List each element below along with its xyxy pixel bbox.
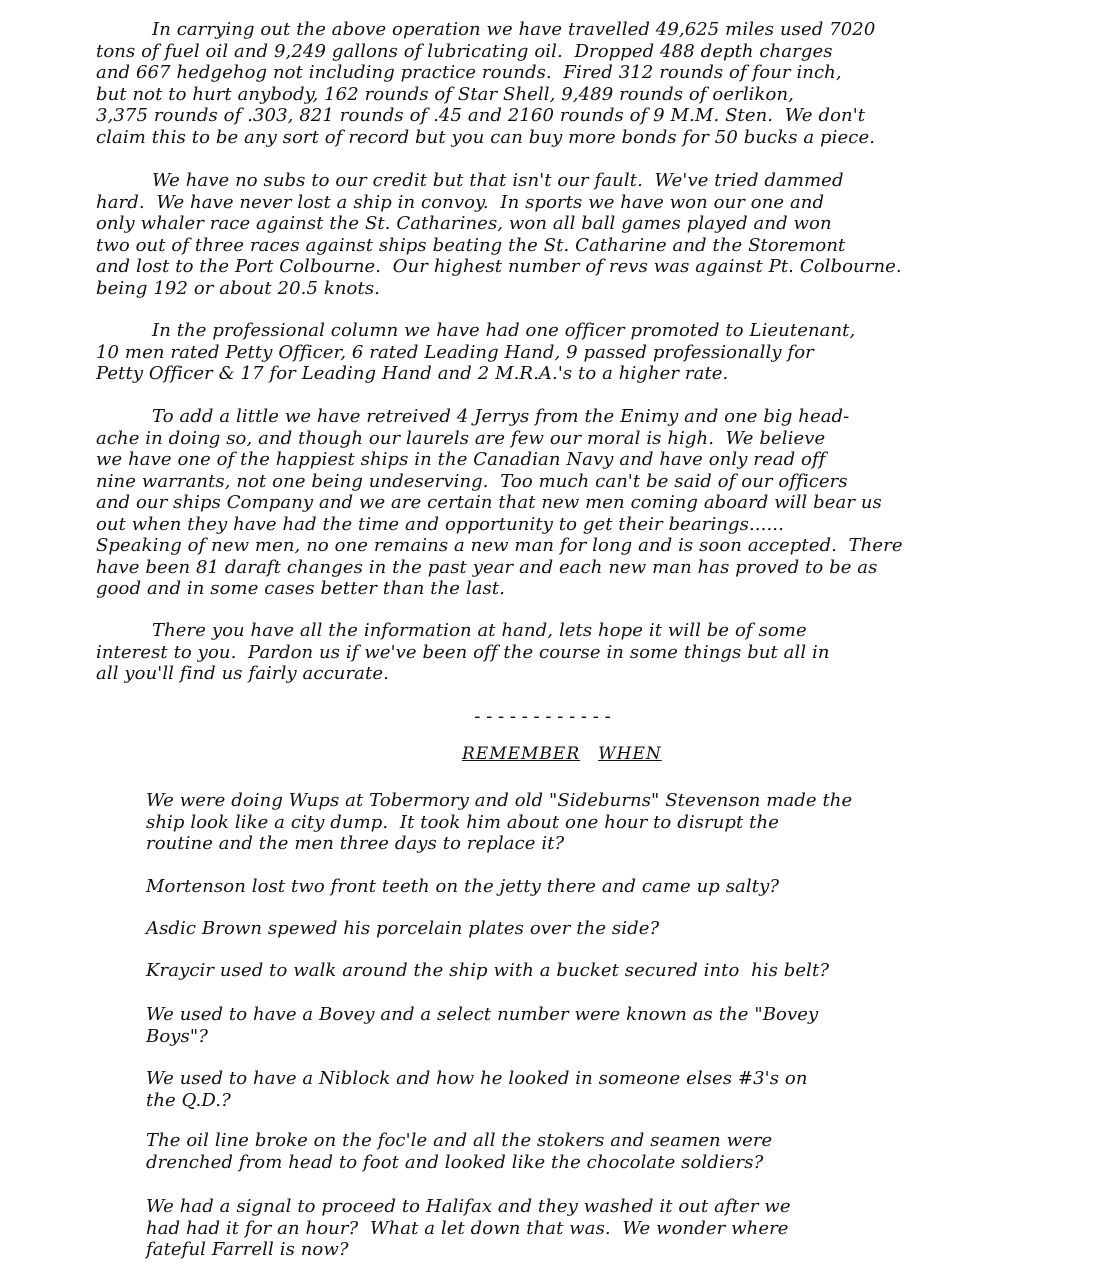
paragraph-line: There you have all the information at hand, lets hope it will be of some xyxy=(152,620,807,641)
paragraph-line: good and in some cases better than the last. xyxy=(96,578,506,599)
paragraph-line: and our ships Company and we are certain that new men coming aboard will bear us xyxy=(96,492,882,513)
section-divider: ------------ xyxy=(472,706,615,727)
paragraph-line: We have no subs to our credit but that isn't our fault. We've tried dammed xyxy=(152,170,844,191)
remember-item-line: We used to have a Niblock and how he looked in someone elses #3's on xyxy=(146,1068,808,1089)
remember-when-heading xyxy=(462,744,662,764)
paragraph-line: claim this to be any sort of record but you can buy more bonds for 50 bucks a piece. xyxy=(96,126,876,148)
paragraph-sports xyxy=(96,170,902,299)
paragraph-line: tons of fuel oil and 9,249 gallons of lubricating oil. Dropped 488 depth charges xyxy=(96,40,833,62)
paragraph-line: hard. We have never lost a ship in convoy. In sports we have won our one and xyxy=(96,191,825,213)
remember-item-line: routine and the men three days to replace it? xyxy=(146,833,565,854)
remember-item-line: fateful Farrell is now? xyxy=(146,1239,349,1260)
remember-item-line: We had a signal to proceed to Halifax and they washed it out after we xyxy=(146,1196,791,1217)
remember-item xyxy=(146,1004,818,1047)
remember-item-line: the Q.D.? xyxy=(146,1089,231,1111)
remember-item xyxy=(146,790,852,855)
remember-item xyxy=(146,1130,772,1173)
paragraph-closing xyxy=(96,620,830,685)
paragraph-line: In the professional column we have had one officer promoted to Lieutenant, xyxy=(152,320,856,341)
remember-item xyxy=(146,918,659,940)
heading-word: REMEMBER xyxy=(462,744,581,764)
paragraph-line: 10 men rated Petty Officer, 6 rated Leading Hand, 9 passed professionally for xyxy=(96,341,814,363)
paragraph-line: and lost to the Port Colbourne. Our highest number of revs was against Pt. Colbourne. xyxy=(96,256,902,277)
paragraph-line: all you'll find us fairly accurate. xyxy=(96,663,389,684)
remember-item-line: We used to have a Bovey and a select number were known as the "Bovey xyxy=(146,1004,819,1025)
remember-item-line: We were doing Wups at Tobermory and old "Sideburns" Stevenson made the xyxy=(146,790,853,811)
remember-item-line: Asdic Brown spewed his porcelain plates over the side? xyxy=(146,918,660,939)
paragraph-line: have been 81 daraft changes in the past year and each new man has proved to be as xyxy=(96,556,878,578)
paragraph-operations xyxy=(96,19,875,148)
paragraph-line: only whaler race against the St. Catharines, won all ball games played and won xyxy=(96,213,832,234)
paragraph-line: 3,375 rounds of .303, 821 rounds of .45 and 2160 rounds of 9 M.M. Sten. We don't xyxy=(96,105,866,126)
paragraph-line: being 192 or about 20.5 knots. xyxy=(96,277,380,299)
paragraph-line: To add a little we have retreived 4 Jerrys from the Enimy and one big head- xyxy=(152,406,850,427)
remember-item xyxy=(146,960,829,982)
remember-item-line: had had it for an hour? What a let down that was. We wonder where xyxy=(146,1217,789,1239)
remember-item-line: The oil line broke on the foc'le and all the stokers and seamen were xyxy=(146,1130,773,1151)
paragraph-line: and 667 hedgehog not including practice rounds. Fired 312 rounds of four inch, xyxy=(96,62,842,83)
remember-item-line: Kraycir used to walk around the ship with a bucket secured into his belt? xyxy=(146,960,830,981)
remember-item-line: Boys"? xyxy=(146,1025,209,1047)
heading-word: WHEN xyxy=(598,744,662,764)
remember-item-line: ship look like a city dump. It took him about one hour to disrupt the xyxy=(146,811,779,833)
paragraph-line: but not to hurt anybody, 162 rounds of Star Shell, 9,489 rounds of oerlikon, xyxy=(96,83,794,105)
paragraph-line: In carrying out the above operation we have travelled 49,625 miles used 7020 xyxy=(152,19,876,40)
paragraph-line: out when they have had the time and opportunity to get their bearings...... xyxy=(96,513,784,535)
paragraph-professional xyxy=(96,320,855,385)
remember-item xyxy=(146,1196,791,1261)
paragraph-line: ache in doing so, and though our laurels are few our moral is high. We believe xyxy=(96,427,826,449)
paragraph-line: Petty Officer & 17 for Leading Hand and 2 M.R.A.'s to a higher rate. xyxy=(96,363,729,384)
remember-item-line: Mortenson lost two front teeth on the jetty there and came up salty? xyxy=(146,876,780,897)
remember-item-line: drenched from head to foot and looked like the chocolate soldiers? xyxy=(146,1151,764,1173)
paragraph-morale xyxy=(96,406,903,600)
paragraph-line: two out of three races against ships beating the St. Catharine and the Storemont xyxy=(96,234,846,256)
paragraph-line: nine warrants, not one being undeserving. Too much can't be said of our officers xyxy=(96,470,848,492)
paragraph-line: we have one of the happiest ships in the Canadian Navy and have only read off xyxy=(96,449,826,470)
remember-item xyxy=(146,1068,808,1111)
remember-item xyxy=(146,876,779,898)
paragraph-line: Speaking of new men, no one remains a new man for long and is soon accepted. There xyxy=(96,535,903,556)
paragraph-line: interest to you. Pardon us if we've been off the course in some things but all in xyxy=(96,641,830,663)
